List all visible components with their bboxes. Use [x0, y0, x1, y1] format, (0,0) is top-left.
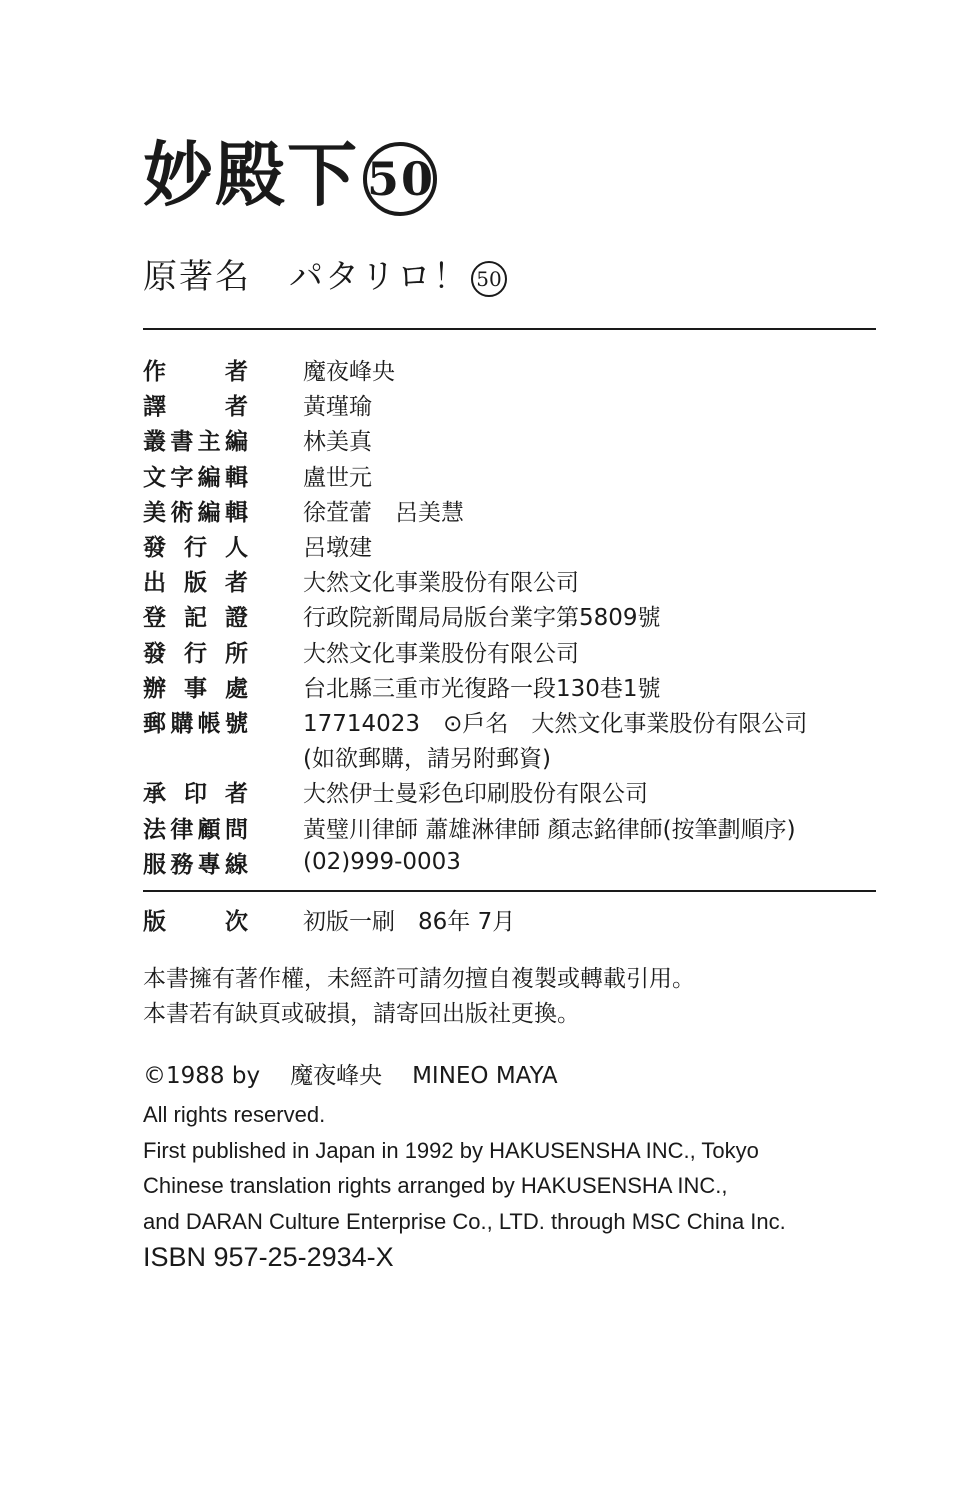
credit-value: 徐萓蕾 呂美慧 [303, 499, 464, 526]
english-line: Chinese translation rights arranged by HAKUSENSHA INC., [143, 1173, 728, 1198]
credit-label: 辦 事 處 [143, 675, 248, 702]
notice-line: 本書若有缺頁或破損，請寄回出版社更換。 [143, 1001, 580, 1027]
credit-label: 文 字 編 輯 [143, 464, 248, 491]
credit-label: 發 行 所 [143, 640, 248, 667]
credit-row [143, 704, 903, 739]
copyright-author-jp: 魔夜峰央 [290, 1063, 383, 1089]
mail-order-note: (如欲郵購，請另附郵資) [303, 746, 551, 773]
credit-label: 譯 者 [143, 394, 248, 421]
credit-row [143, 493, 903, 528]
original-title-text: パタリロ！ [289, 257, 469, 297]
bottom-divider [143, 890, 876, 892]
credit-row [143, 598, 903, 633]
copyright-author-en: MINEO MAYA [412, 1063, 558, 1089]
credit-value: 大然文化事業股份有限公司 [303, 570, 579, 597]
notice-line: 本書擁有著作權，未經許可請勿擅自複製或轉載引用。 [143, 966, 695, 992]
credit-label: 出 版 者 [143, 570, 248, 597]
credit-label: 叢 書 主 編 [143, 429, 248, 456]
credit-label: 承 印 者 [143, 781, 248, 808]
credit-value: 魔夜峰央 [303, 359, 395, 386]
edition-label: 版 次 [143, 909, 248, 936]
isbn: ISBN 957-25-2934-X [143, 1242, 394, 1272]
credit-row [143, 387, 903, 422]
edition-row [143, 902, 515, 937]
credit-value: 黃璧川律師 蕭雄淋律師 顏志銘律師(按筆劃順序) [303, 816, 796, 843]
credit-value: 17714023 ⊙戶名 大然文化事業股份有限公司 [303, 710, 808, 737]
original-title-label: 原著名 [143, 257, 251, 297]
volume-number-badge: 50 [363, 142, 437, 216]
credit-label: 服 務 專 線 [143, 851, 248, 878]
credit-label: 美 術 編 輯 [143, 499, 248, 526]
credit-value: 盧世元 [303, 464, 372, 491]
credit-value: 呂墩建 [303, 535, 372, 562]
book-title [143, 134, 437, 216]
credit-value: 林美真 [303, 429, 372, 456]
credit-row [143, 458, 903, 493]
english-line: and DARAN Culture Enterprise Co., LTD. through MSC China Inc. [143, 1208, 786, 1234]
credit-value: 大然伊士曼彩色印刷股份有限公司 [303, 781, 648, 808]
credits-list [143, 352, 903, 880]
credit-row [143, 563, 903, 598]
credit-row [143, 422, 903, 457]
credit-value: 黃瑾瑜 [303, 394, 372, 421]
edition-value: 初版一刷 86年 7月 [303, 909, 516, 936]
credit-row [143, 774, 903, 809]
credit-row [143, 634, 903, 669]
credit-value: 台北縣三重市光復路一段130巷1號 [303, 675, 661, 702]
credit-label: 郵 購 帳 號 [143, 710, 248, 737]
credit-label: 發 行 人 [143, 535, 248, 562]
english-line: First published in Japan in 1992 by HAKUSENSHA INC., Tokyo [143, 1137, 759, 1163]
english-rights-block [143, 1097, 786, 1239]
credit-value: 行政院新聞局局版台業字第5809號 [303, 605, 661, 632]
top-divider [143, 328, 876, 330]
credit-row [143, 528, 903, 563]
credit-label: 登 記 證 [143, 605, 248, 632]
credit-row [143, 809, 903, 844]
original-title [143, 257, 507, 297]
credit-row [143, 845, 903, 880]
credit-value: 大然文化事業股份有限公司 [303, 640, 579, 667]
book-title-text: 妙殿下 [143, 134, 359, 216]
credit-label: 法 律 顧 問 [143, 816, 248, 843]
english-line: All rights reserved. [143, 1102, 326, 1127]
original-volume-badge: 50 [471, 261, 507, 297]
copyright-notice [143, 962, 695, 1032]
credit-label: 作 者 [143, 359, 248, 386]
copyright-prefix: ©1988 by [143, 1063, 261, 1089]
credit-value: (02)999-0003 [303, 849, 461, 876]
copyright-line [143, 1057, 558, 1090]
credit-row [143, 669, 903, 704]
credit-row [143, 352, 903, 387]
